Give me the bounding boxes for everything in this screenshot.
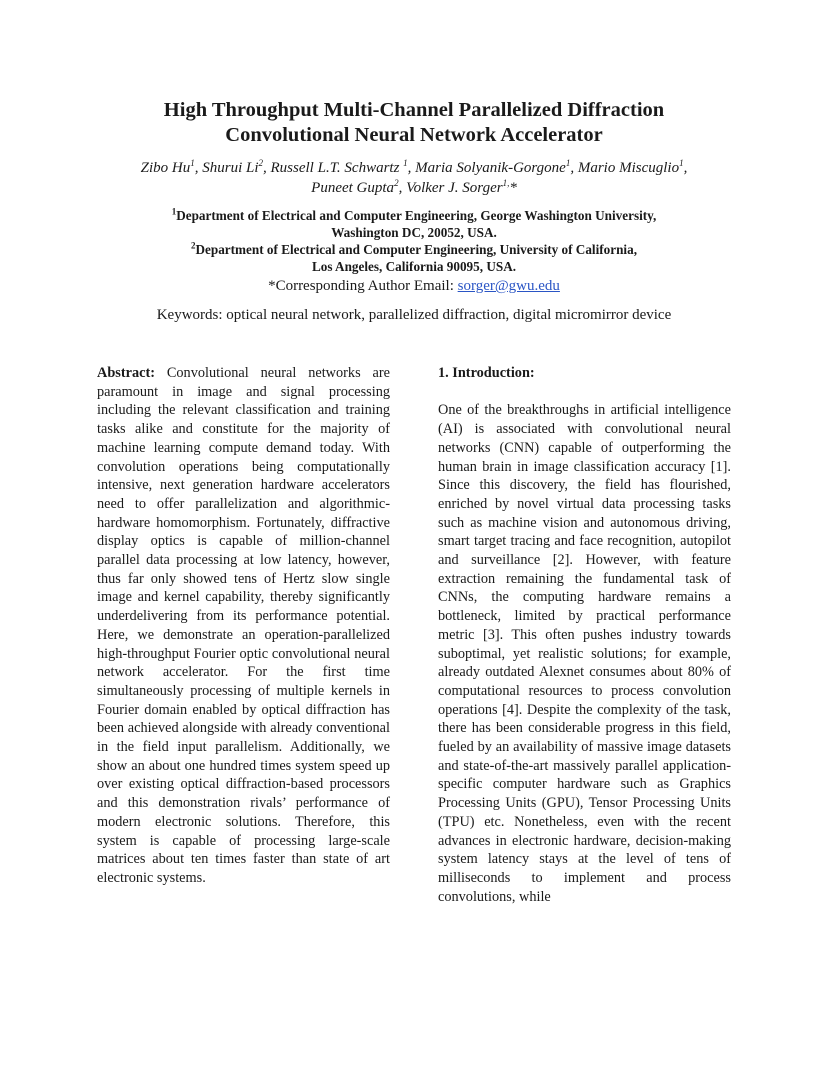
affiliation-2: $^2$Department of Electrical and Computer Engineering, University of California, bbox=[191, 240, 637, 257]
author: Zibo Hu$^1$ bbox=[140, 158, 195, 176]
author: Russell L.T. Schwartz $^1$ bbox=[270, 158, 408, 176]
section-heading-introduction: 1. Introduction: bbox=[438, 365, 535, 381]
author: Shurui Li$^2$ bbox=[202, 158, 264, 176]
affiliation-1-cont: Washington DC, 20052, USA. bbox=[331, 225, 497, 240]
author: Volker J. Sorger$^{1,}$ bbox=[406, 178, 510, 196]
introduction-column bbox=[438, 364, 731, 906]
corresponding-email-line bbox=[60, 276, 768, 296]
introduction-text: One of the breakthroughs in artificial intelligence (AI) is associated with convolutional neural networks (CNN) capable of outperforming the human brain in image classification accuracy [1]. Since this discovery, the field has flourished, enriched by novel virtual data processing tasks such as machine vision and autonomous driving, smart target tracing and face recognition, autopilot and surveillance [2]. However, with feature extraction remaining the fundamental task of CNNs, the computing hardware remains a bottleneck, limited by practical performance metric [3]. This often pushes industry towards suboptimal, yet realistic solutions; for example, already outdated Alexnet consumes about 80% of computational resources to process convolution operations [4]. Despite the complexity of the task, there has been considerable progress in this field, fueled by an availability of massive image datasets and state-of-the-art massively parallel application-specific computer hardware such as Graphics Processing Units (GPU), Tensor Processing Units (TPU) etc. Nonetheless, even with the recent advances in electronic hardware, decision-making system latency stays at the level of tens of milliseconds to implement and process convolutions, while bbox=[438, 402, 731, 905]
abstract-column bbox=[97, 364, 390, 888]
author: Maria Solyanik-Gorgone$^1$ bbox=[415, 158, 571, 176]
email-label: *Corresponding Author Email: bbox=[268, 278, 458, 294]
corresponding-mark: * bbox=[509, 180, 517, 196]
abstract-label: Abstract: bbox=[97, 365, 155, 381]
abstract-text: Convolutional neural networks are paramount in image and signal processing including the relevant classification and training tasks alike and constitute for the majority of machine learning compute demand today. With convolution operations being computationally intensive, next generation hardware accelerators need to offer parallelization and algorithmic-hardware homomorphism. Fortunately, diffractive display optics is capable of million-channel parallel data processing at low latency, however, thus far only showed tens of Hertz slow single image and kernel capability, thereby significantly underdelivering from its performance potential. Here, we demonstrate an operation-parallelized high-throughput Fourier optic convolutional neural network accelerator. For the first time simultaneously processing of multiple kernels in Fourier domain enabled by optical diffraction has been achieved alongside with already conventional in the field input parallelism. Additionally, we show an about one hundred times system speed up over existing optical diffraction-based processors and this demonstration rivals’ performance of modern electronic solutions. Therefore, this system is capable of processing large-scale matrices about ten times faster than state of art electronic systems. bbox=[97, 365, 390, 886]
title-line-2: Convolutional Neural Network Accelerator bbox=[225, 124, 603, 146]
author-list: Zibo Hu$^1$, Shurui Li$^2$, Russell L.T. Schwartz $^1$, Maria Solyanik-Gorgone$^1$, Mario Miscuglio$^1$, Puneet Gupta$^2$, Volker J. Sorger$^{1,}$* bbox=[140, 158, 688, 196]
title-line-1: High Throughput Multi-Channel Parallelized Diffraction bbox=[163, 99, 665, 121]
affiliation-1: $^1$Department of Electrical and Computer Engineering, George Washington University, bbox=[171, 206, 657, 223]
author: Puneet Gupta$^2$ bbox=[311, 178, 399, 196]
paper-title bbox=[60, 98, 768, 148]
email-link[interactable]: sorger@gwu.edu bbox=[457, 278, 560, 294]
author: Mario Miscuglio$^1$ bbox=[577, 158, 684, 176]
affiliation-2-cont: Los Angeles, California 90095, USA. bbox=[311, 259, 517, 274]
affiliations bbox=[60, 207, 768, 275]
keywords: Keywords: optical neural network, parallelized diffraction, digital micromirror device bbox=[156, 307, 672, 323]
